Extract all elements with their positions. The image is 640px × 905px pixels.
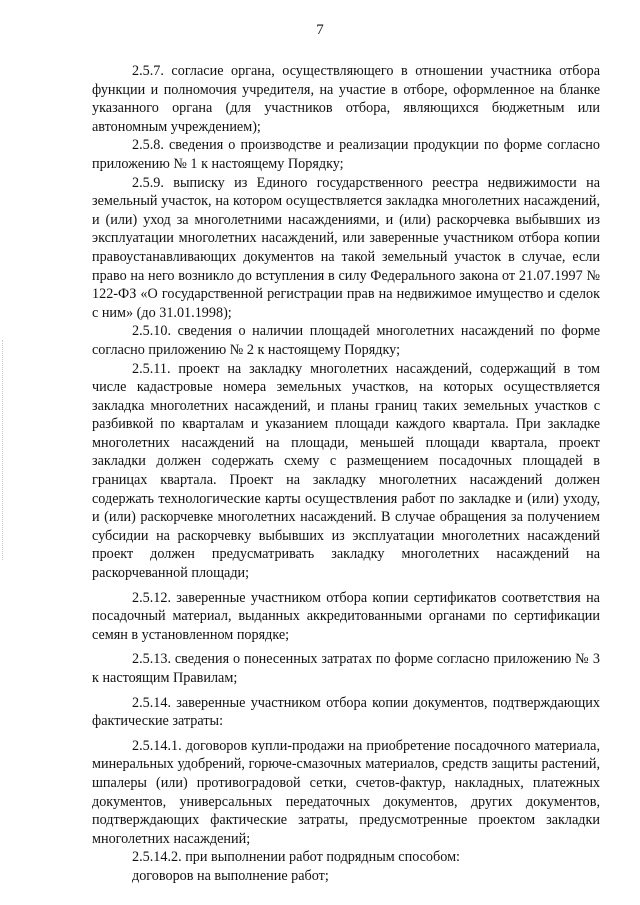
clause-2-5-14: 2.5.14. заверенные участником отбора копии документов, подтверждающих фактические затраты:: [92, 694, 600, 730]
clause-2-5-14-1: 2.5.14.1. договоров купли-продажи на приобретение посадочного материала, минеральных удобрений, горюче-смазочных материалов, средств защиты растений, шпалеры (или) противоградовой сетки, счетов-фактур, накладных, платежных документов, универсальных передаточных документов, других документов, подтверждающих фактические затраты, предусмотренные проектом закладки многолетних насаждений;: [92, 737, 600, 847]
clause-2-5-13: 2.5.13. сведения о понесенных затратах по форме согласно приложению № 3 к настоящим Правилам;: [92, 651, 600, 686]
clause-2-5-12: 2.5.12. заверенные участником отбора копии сертификатов соответствия на посадочный материал, выданных аккредитованными органами по сертификации семян в установленном порядке;: [92, 589, 600, 643]
document-body: [92, 62, 600, 886]
clause-2-5-10: 2.5.10. сведения о наличии площадей многолетних насаждений по форме согласно приложению № 2 к настоящему Порядку;: [92, 323, 600, 358]
clause-2-5-9: 2.5.9. выписку из Единого государственного реестра недвижимости на земельный участок, на котором осуществляется закладка многолетних насаждений, и (или) уход за многолетними насаждениями, и (или) раскорчевка выбывших из эксплуатации многолетних насаждений, или заверенные участником отбора копии правоустанавливающих документов на такой земельный участок в случае, если право на него возникло до вступления в силу Федерального закона от 21.07.1997 № 122-ФЗ «О государственной регистрации прав на недвижимое имущество и сделок с ним» (до 31.01.1998);: [92, 174, 600, 321]
clause-2-5-7: 2.5.7. согласие органа, осуществляющего в отношении участника отбора функции и полномочия учредителя, на участие в отборе, оформленное на бланке указанного органа (для участников отбора, являющихся бюджетным или автономным учреждением);: [92, 63, 600, 135]
clause-2-5-11: 2.5.11. проект на закладку многолетних насаждений, содержащий в том числе кадастровые номера земельных участков, на которых осуществляется закладка многолетних насаждений, и планы границ таких земельных участков с разбивкой по кварталам и указанием площади каждого квартала. При закладке многолетних насаждений на площади, меньшей площади квартала, проект закладки должен содержать схему с размещением посадочных площадей в границах квартала. Проект на закладку многолетних насаждений должен содержать технологические карты осуществления работ по закладке и (или) уходу, и (или) раскорчевке многолетних насаждений. В случае обращения за получением субсидии на раскорчевку выбывших из эксплуатации многолетних насаждений проект должен предусматривать закладку многолетних насаждений на раскорчеванной площади;: [92, 360, 600, 582]
clause-2-5-8: 2.5.8. сведения о производстве и реализации продукции по форме согласно приложению № 1 к настоящему Порядку;: [92, 137, 600, 172]
clause-2-5-14-2-item: договоров на выполнение работ;: [132, 867, 329, 884]
clause-2-5-14-2: 2.5.14.2. при выполнении работ подрядным способом:: [132, 849, 460, 866]
margin-scan-mark: [2, 340, 9, 560]
page-number: 7: [316, 22, 324, 38]
